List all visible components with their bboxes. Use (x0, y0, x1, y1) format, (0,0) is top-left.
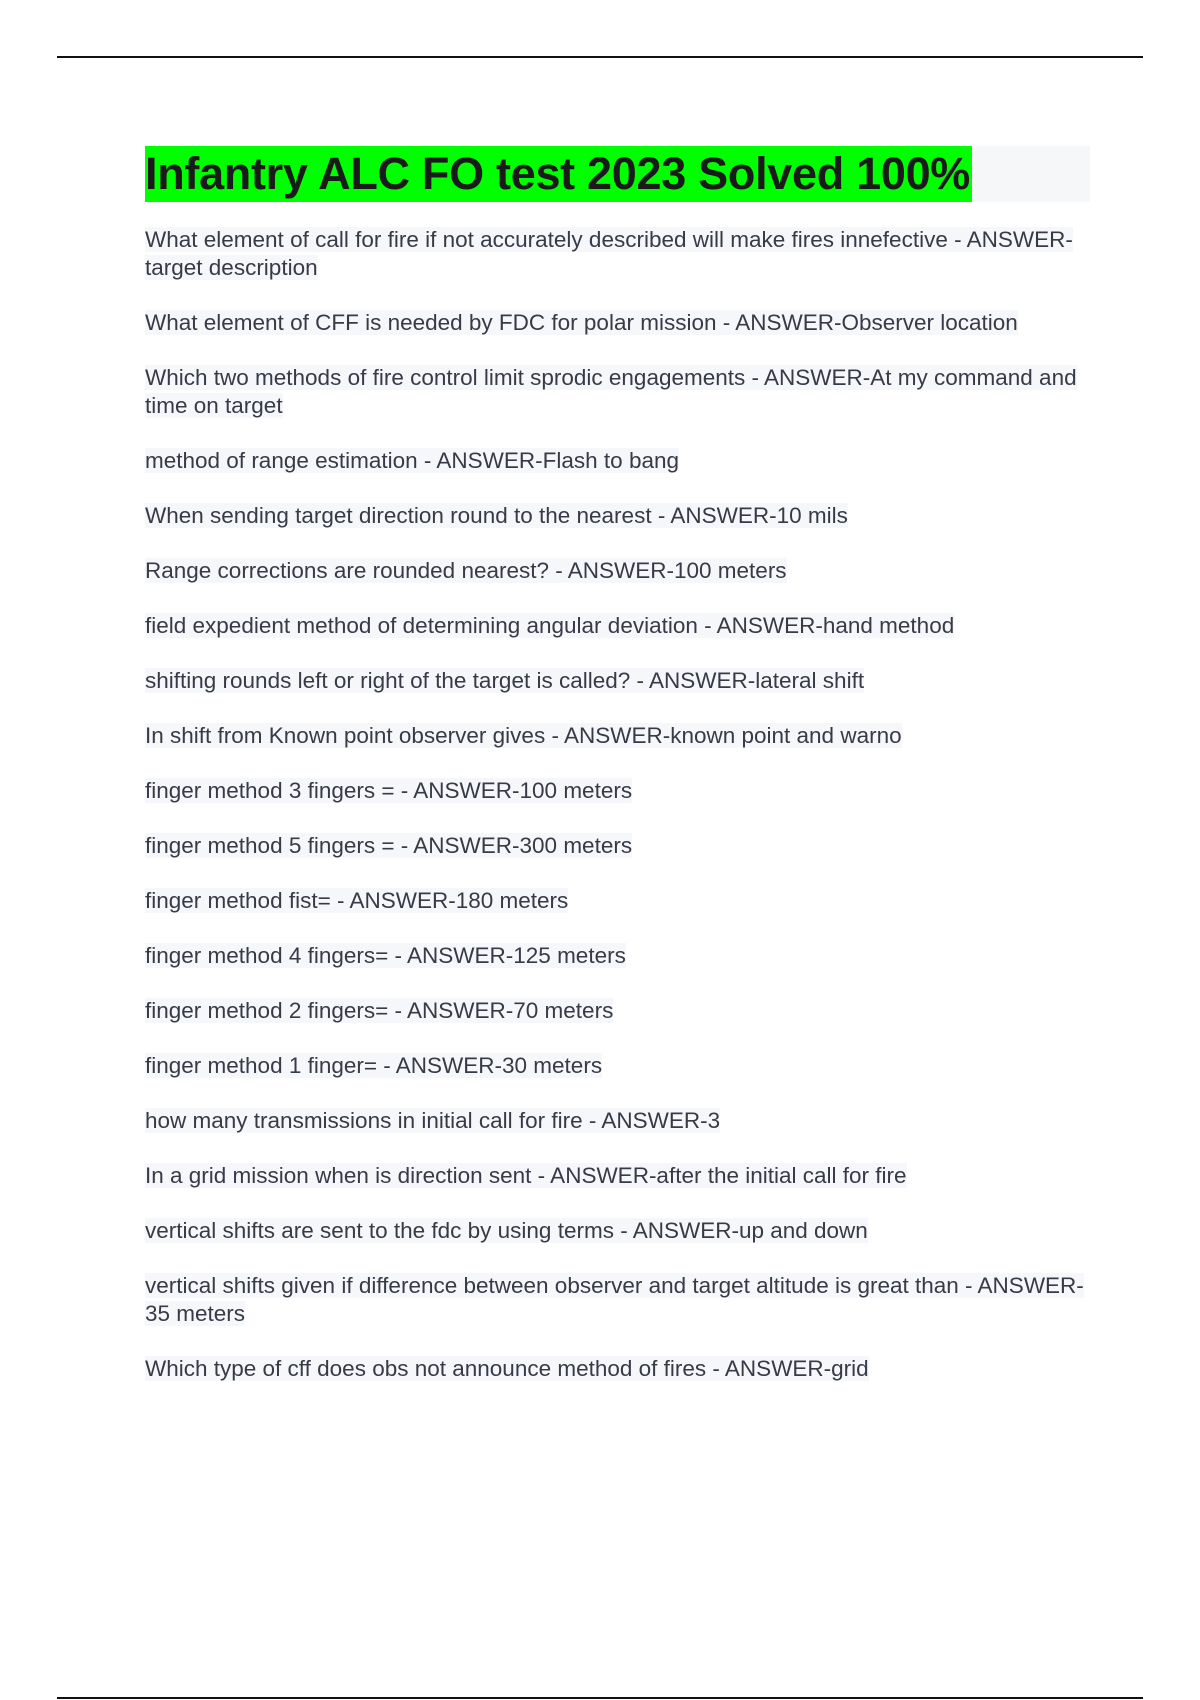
qa-text: finger method 4 fingers= - ANSWER-125 meters (145, 943, 626, 968)
qa-item (145, 777, 1090, 805)
qa-text: finger method 5 fingers = - ANSWER-300 meters (145, 833, 633, 858)
qa-text: What element of call for fire if not accurately described will make fires innefective - ANSWER-target description (145, 227, 1073, 280)
qa-item (145, 447, 1090, 475)
qa-text: Which two methods of fire control limit sprodic engagements - ANSWER-At my command and time on target (145, 365, 1077, 418)
qa-text: Range corrections are rounded nearest? - ANSWER-100 meters (145, 558, 787, 583)
bottom-rule (57, 1697, 1143, 1699)
qa-text: how many transmissions in initial call for fire - ANSWER-3 (145, 1108, 721, 1133)
qa-text: vertical shifts given if difference between observer and target altitude is great than - ANSWER-35 meters (145, 1273, 1084, 1326)
qa-text: method of range estimation - ANSWER-Flash to bang (145, 448, 680, 473)
qa-item (145, 226, 1090, 282)
qa-text: finger method 2 fingers= - ANSWER-70 meters (145, 998, 614, 1023)
document-title: Infantry ALC FO test 2023 Solved 100% (145, 146, 972, 202)
qa-text: finger method 1 finger= - ANSWER-30 meters (145, 1053, 603, 1078)
qa-item (145, 1355, 1090, 1383)
qa-item (145, 1217, 1090, 1245)
qa-item (145, 1107, 1090, 1135)
qa-text: When sending target direction round to the nearest - ANSWER-10 mils (145, 503, 848, 528)
qa-text: In a grid mission when is direction sent - ANSWER-after the initial call for fire (145, 1163, 907, 1188)
qa-text: In shift from Known point observer gives - ANSWER-known point and warno (145, 723, 902, 748)
qa-item (145, 364, 1090, 420)
qa-item (145, 309, 1090, 337)
qa-item (145, 887, 1090, 915)
qa-item (145, 1162, 1090, 1190)
qa-item (145, 557, 1090, 585)
qa-text: finger method fist= - ANSWER-180 meters (145, 888, 569, 913)
title-band (145, 146, 1090, 202)
document-body (145, 146, 1090, 1410)
qa-item (145, 722, 1090, 750)
qa-item (145, 832, 1090, 860)
qa-text: vertical shifts are sent to the fdc by using terms - ANSWER-up and down (145, 1218, 868, 1243)
qa-text: What element of CFF is needed by FDC for polar mission - ANSWER-Observer location (145, 310, 1018, 335)
qa-text: finger method 3 fingers = - ANSWER-100 meters (145, 778, 633, 803)
top-rule (57, 56, 1143, 58)
qa-text: shifting rounds left or right of the target is called? - ANSWER-lateral shift (145, 668, 865, 693)
qa-item (145, 997, 1090, 1025)
qa-item (145, 502, 1090, 530)
qa-item (145, 612, 1090, 640)
qa-item (145, 942, 1090, 970)
qa-text: Which type of cff does obs not announce method of fires - ANSWER-grid (145, 1356, 869, 1381)
qa-item (145, 667, 1090, 695)
qa-item (145, 1052, 1090, 1080)
qa-text: field expedient method of determining angular deviation - ANSWER-hand method (145, 613, 955, 638)
qa-item (145, 1272, 1090, 1328)
qa-list (145, 226, 1090, 1383)
